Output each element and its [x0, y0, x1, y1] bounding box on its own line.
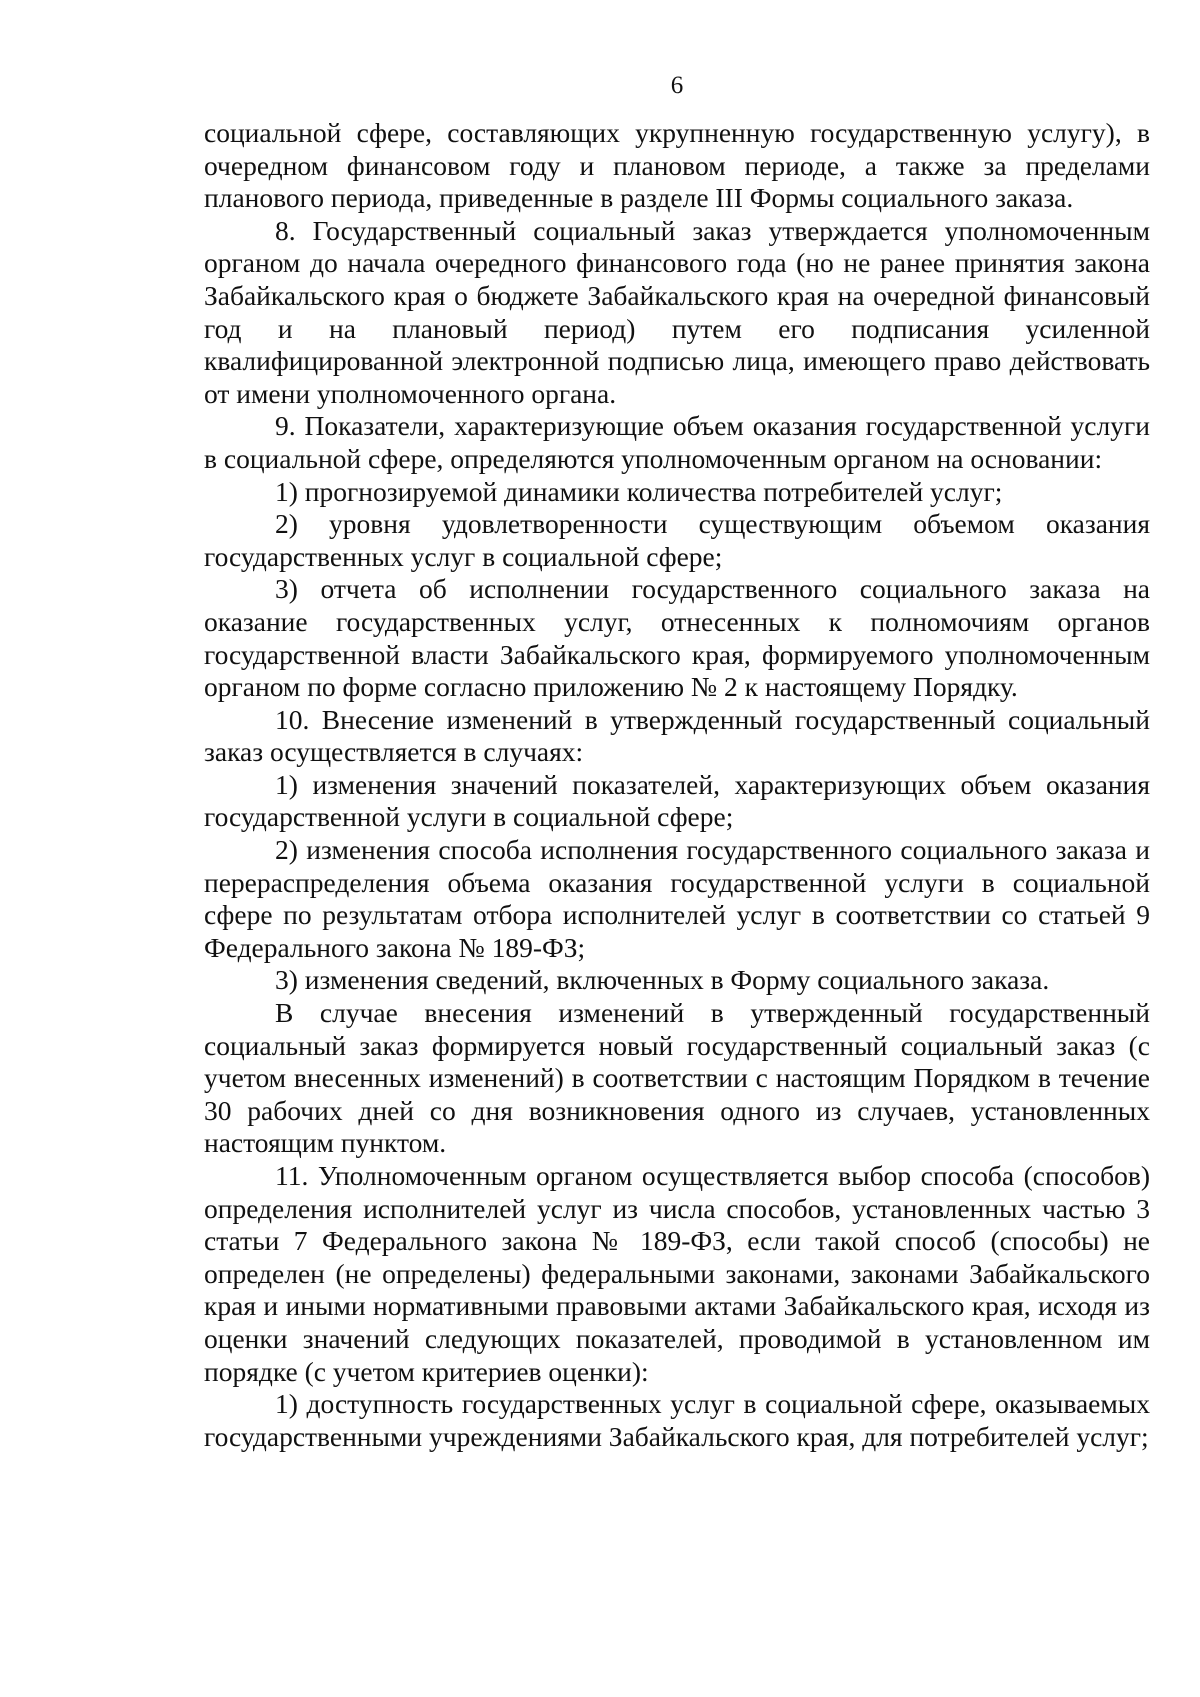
paragraph: 3) отчета об исполнении государственного социального заказа на оказание государственных услуг, отнесенных к полномочиям органов государственной власти Забайкальского края, формируемого уполномоченным органом по форме согласно приложению № 2 к настоящему Порядку.: [204, 573, 1150, 703]
paragraph: 1) прогнозируемой динамики количества потребителей услуг;: [275, 475, 1003, 507]
page-number: 6: [670, 72, 684, 99]
paragraph: В случае внесения изменений в утвержденный государственный социальный заказ формируется новый государственный социальный заказ (с учетом внесенных изменений) в соответствии с настоящим Порядком в течение 30 рабочих дней со дня возникновения одного из случаев, установленных настоящим пунктом.: [204, 997, 1150, 1159]
document-body: [204, 117, 1150, 1453]
paragraph: 1) доступность государственных услуг в социальной сфере, оказываемых государственными учреждениями Забайкальского края, для потребителей услуг;: [204, 1388, 1150, 1452]
paragraph: социальной сфере, составляющих укрупненную государственную услугу), в очередном финансовом году и плановом периоде, а также за пределами планового периода, приведенные в разделе III Формы социального заказа.: [204, 117, 1150, 214]
paragraph: 8. Государственный социальный заказ утверждается уполномоченным органом до начала очередного финансового года (но не ранее принятия закона Забайкальского края о бюджете Забайкальского края на очередной финансовый год и на плановый период) путем его подписания усиленной квалифицированной электронной подписью лица, имеющего право действовать от имени уполномоченного органа.: [204, 214, 1150, 409]
paragraph: 2) изменения способа исполнения государственного социального заказа и перераспределения объема оказания государственной услуги в социальной сфере по результатам отбора исполнителей услуг в соответствии со статьей 9 Федерального закона № 189-ФЗ;: [204, 834, 1150, 963]
paragraph: 10. Внесение изменений в утвержденный государственный социальный заказ осуществляется в случаях:: [204, 703, 1150, 768]
paragraph: 2) уровня удовлетворенности существующим объемом оказания государственных услуг в социальной сфере;: [204, 508, 1150, 572]
paragraph: 11. Уполномоченным органом осуществляется выбор способа (способов) определения исполнителей услуг из числа способов, установленных частью 3 статьи 7 Федерального закона № 189-ФЗ, если такой способ (способы) не определен (не определены) федеральными законами, законами Забайкальского края и иными нормативными правовыми актами Забайкальского края, исходя из оценки значений следующих показателей, проводимой в установленном им порядке (с учетом критериев оценки):: [204, 1160, 1150, 1387]
paragraph: 1) изменения значений показателей, характеризующих объем оказания государственной услуги в социальной сфере;: [204, 768, 1150, 833]
paragraph: 3) изменения сведений, включенных в Форму социального заказа.: [275, 964, 1050, 996]
paragraph: 9. Показатели, характеризующие объем оказания государственной услуги в социальной сфере, определяются уполномоченным органом на основании:: [204, 410, 1150, 474]
